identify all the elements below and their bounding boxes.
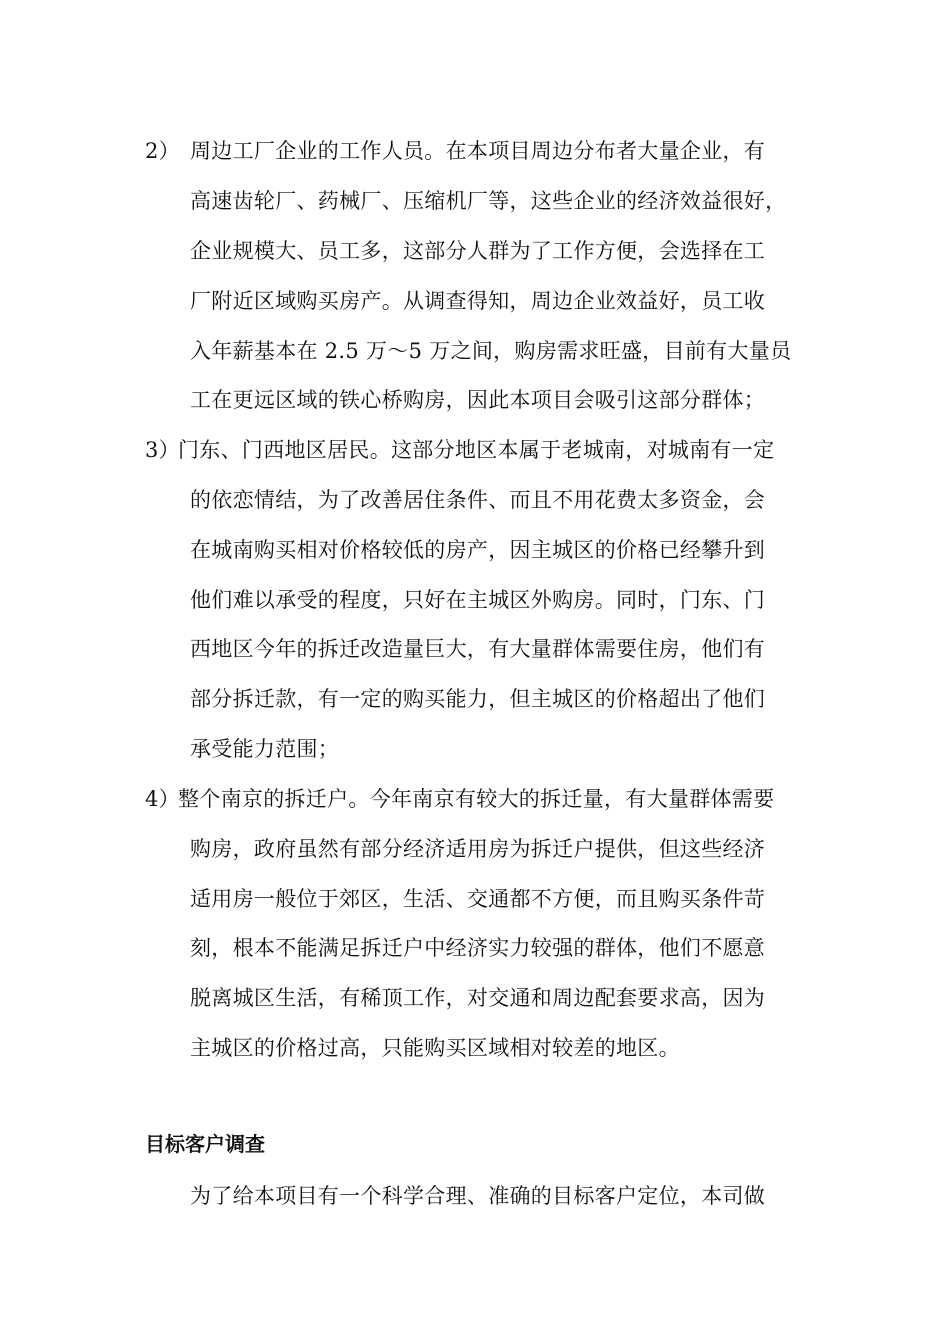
item-3-marker: 3）	[145, 438, 180, 462]
item-4-line-2: 购房，政府虽然有部分经济适用房为拆迁户提供，但这些经济	[190, 837, 766, 861]
section-heading: 目标客户调查	[145, 1132, 265, 1156]
item-3-line-1: 门东、门西地区居民。这部分地区本属于老城南，对城南有一定	[178, 438, 775, 462]
item-2-line-5: 入年薪基本在 2.5 万～5 万之间，购房需求旺盛，目前有大量员	[190, 339, 792, 363]
item-4-line-1: 整个南京的拆迁户。今年南京有较大的拆迁量，有大量群体需要	[178, 787, 775, 811]
item-3-line-3: 在城南购买相对价格较低的房产，因主城区的价格已经攀升到	[190, 538, 766, 562]
item-2-marker: 2）	[145, 139, 180, 163]
item-2-line-4: 厂附近区域购买房产。从调查得知，周边企业效益好，员工收	[190, 289, 766, 313]
item-2-line-3: 企业规模大、员工多，这部分人群为了工作方便，会选择在工	[190, 239, 766, 263]
item-3-line-6: 部分拆迁款，有一定的购买能力，但主城区的价格超出了他们	[190, 687, 766, 711]
section-paragraph-line-1: 为了给本项目有一个科学合理、准确的目标客户定位，本司做	[190, 1184, 766, 1208]
item-3-line-7: 承受能力范围；	[190, 737, 340, 761]
item-2-line-2: 高速齿轮厂、药械厂、压缩机厂等，这些企业的经济效益很好，	[190, 189, 787, 213]
item-2-line-6: 工在更远区域的铁心桥购房，因此本项目会吸引这部分群体；	[190, 388, 766, 412]
item-4-line-4: 刻，根本不能满足拆迁户中经济实力较强的群体，他们不愿意	[190, 936, 766, 960]
item-3-line-4: 他们难以承受的程度，只好在主城区外购房。同时，门东、门	[190, 588, 766, 612]
item-3-line-2: 的依恋情结，为了改善居住条件、而且不用花费太多资金，会	[190, 488, 766, 512]
item-3-line-5: 西地区今年的拆迁改造量巨大，有大量群体需要住房，他们有	[190, 637, 766, 661]
item-4-marker: 4）	[145, 787, 180, 811]
item-4-line-6: 主城区的价格过高，只能购买区域相对较差的地区。	[190, 1036, 680, 1060]
item-2-line-1: 周边工厂企业的工作人员。在本项目周边分布者大量企业，有	[190, 139, 766, 163]
item-4-line-5: 脱离城区生活，有稀顶工作，对交通和周边配套要求高，因为	[190, 986, 766, 1010]
item-4-line-3: 适用房一般位于郊区，生活、交通都不方便，而且购买条件苛	[190, 887, 766, 911]
